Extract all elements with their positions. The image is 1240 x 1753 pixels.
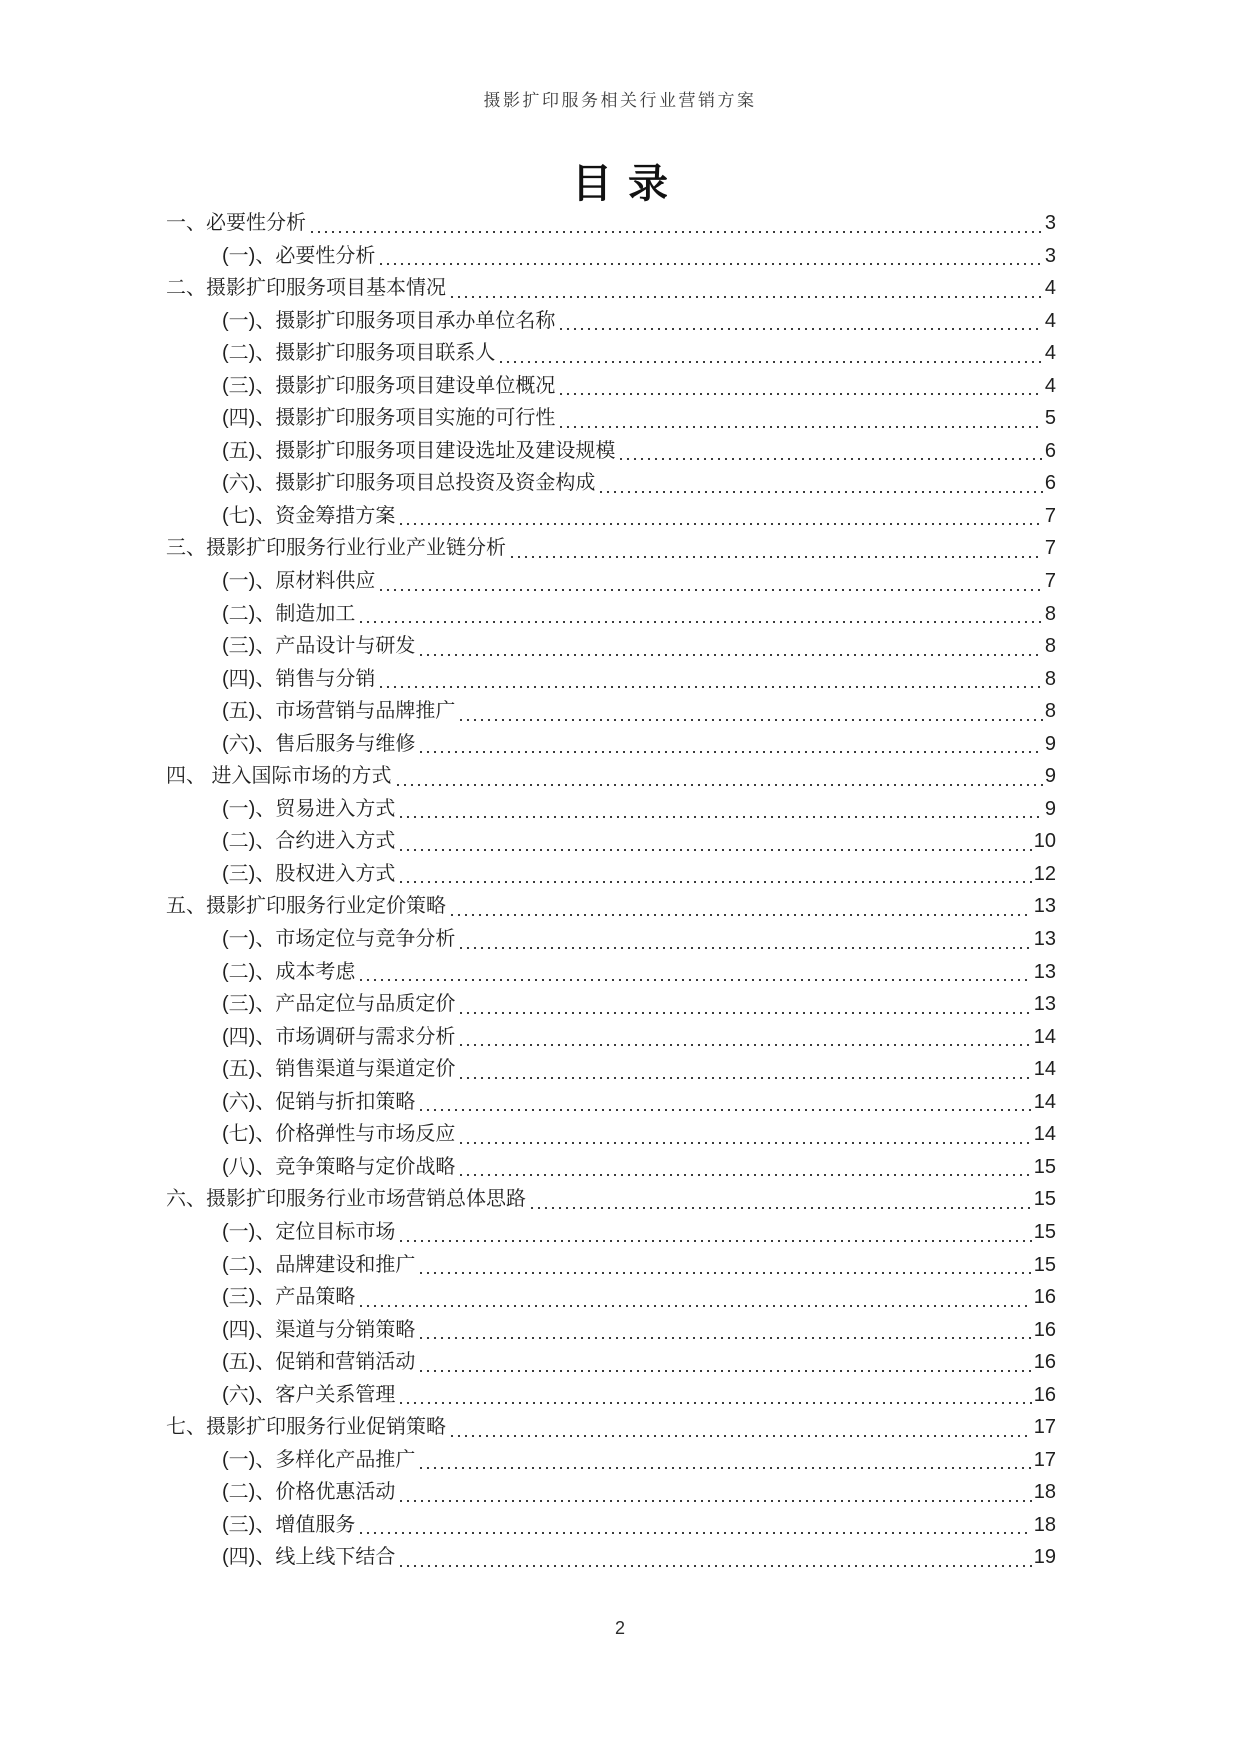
toc-dot-leader bbox=[526, 1183, 1034, 1216]
toc-dot-leader bbox=[555, 370, 1045, 403]
toc-dot-leader bbox=[395, 1476, 1033, 1509]
toc-entry[interactable] bbox=[166, 793, 1056, 826]
toc-entry-label: (三)、增值服务 bbox=[222, 1513, 356, 1536]
toc-entry-page: 16 bbox=[1033, 1286, 1056, 1309]
toc-entry-label: (五)、促销和营销活动 bbox=[222, 1351, 416, 1374]
toc-dot-leader bbox=[455, 1053, 1033, 1086]
toc-entry-label: (一)、定位目标市场 bbox=[222, 1220, 396, 1243]
toc-entry-label: (一)、贸易进入方式 bbox=[222, 797, 396, 820]
toc-entry-label: 五、摄影扩印服务行业定价策略 bbox=[166, 895, 446, 918]
toc-entry[interactable] bbox=[166, 923, 1056, 956]
toc-entry-label: (八)、竞争策略与定价战略 bbox=[222, 1155, 456, 1178]
toc-entry-page: 14 bbox=[1033, 1090, 1056, 1113]
toc-entry[interactable] bbox=[166, 1249, 1056, 1282]
toc-entry-page: 12 bbox=[1033, 862, 1056, 885]
toc-dot-leader bbox=[555, 402, 1045, 435]
toc-entry[interactable] bbox=[166, 1411, 1056, 1444]
toc-entry-label: (四)、摄影扩印服务项目实施的可行性 bbox=[222, 407, 556, 430]
toc-dot-leader bbox=[446, 272, 1045, 305]
toc-dot-leader bbox=[415, 1346, 1033, 1379]
toc-entry-label: (三)、产品设计与研发 bbox=[222, 635, 416, 658]
toc-dot-leader bbox=[395, 1216, 1033, 1249]
toc-entry-label: 一、必要性分析 bbox=[166, 212, 306, 234]
toc-entry-label: (六)、客户关系管理 bbox=[222, 1383, 396, 1406]
toc-entry[interactable] bbox=[166, 1379, 1056, 1412]
toc-dot-leader bbox=[455, 1021, 1033, 1054]
toc-entry-page: 19 bbox=[1033, 1546, 1056, 1569]
toc-entry-page: 10 bbox=[1033, 830, 1056, 853]
toc-dot-leader bbox=[355, 1509, 1033, 1542]
toc-dot-leader bbox=[395, 793, 1045, 826]
toc-dot-leader bbox=[395, 825, 1033, 858]
toc-entry[interactable] bbox=[166, 207, 1056, 240]
toc-dot-leader bbox=[375, 240, 1045, 273]
toc-entry[interactable] bbox=[166, 305, 1056, 338]
toc-entry-label: (二)、摄影扩印服务项目联系人 bbox=[222, 342, 496, 365]
toc-entry-label: (五)、摄影扩印服务项目建设选址及建设规模 bbox=[222, 439, 616, 462]
toc-entry-label: (四)、线上线下结合 bbox=[222, 1546, 396, 1569]
toc-entry-page: 6 bbox=[1044, 439, 1056, 462]
toc-entry-label: 六、摄影扩印服务行业市场营销总体思路 bbox=[166, 1188, 526, 1211]
toc-entry[interactable] bbox=[166, 598, 1056, 631]
toc-entry-label: (七)、资金筹措方案 bbox=[222, 504, 396, 527]
document-header bbox=[0, 86, 1240, 111]
page-footer bbox=[0, 1618, 1240, 1639]
toc-entry-page: 15 bbox=[1033, 1253, 1056, 1276]
toc-entry-page: 8 bbox=[1044, 700, 1056, 723]
toc-entry-page: 15 bbox=[1033, 1188, 1056, 1211]
toc-entry[interactable] bbox=[166, 1053, 1056, 1086]
toc-entry-label: (五)、销售渠道与渠道定价 bbox=[222, 1058, 456, 1081]
toc-entry[interactable] bbox=[166, 240, 1056, 273]
toc-entry[interactable] bbox=[166, 956, 1056, 989]
toc-list bbox=[166, 207, 1056, 1574]
toc-entry-page: 8 bbox=[1044, 635, 1056, 658]
toc-entry-label: (一)、多样化产品推广 bbox=[222, 1448, 416, 1471]
toc-entry-label: (六)、促销与折扣策略 bbox=[222, 1090, 416, 1113]
toc-dot-leader bbox=[555, 305, 1045, 338]
toc-entry-label: (三)、股权进入方式 bbox=[222, 862, 396, 885]
toc-entry-page: 13 bbox=[1033, 895, 1056, 918]
toc-entry[interactable] bbox=[166, 272, 1056, 305]
toc-entry-label: (六)、售后服务与维修 bbox=[222, 732, 416, 755]
toc-dot-leader bbox=[395, 500, 1045, 533]
toc-dot-leader bbox=[455, 1151, 1033, 1184]
toc-dot-leader bbox=[446, 890, 1034, 923]
toc-entry-page: 9 bbox=[1044, 797, 1056, 820]
toc-entry-page: 5 bbox=[1044, 407, 1056, 430]
toc-entry[interactable] bbox=[166, 370, 1056, 403]
toc-entry-label: (二)、成本考虑 bbox=[222, 960, 356, 983]
toc-dot-leader bbox=[506, 532, 1045, 565]
toc-dot-leader bbox=[415, 1444, 1033, 1477]
toc-entry[interactable] bbox=[166, 663, 1056, 696]
toc-entry[interactable] bbox=[166, 695, 1056, 728]
toc-entry-page: 8 bbox=[1044, 602, 1056, 625]
toc-entry[interactable] bbox=[166, 565, 1056, 598]
toc-dot-leader bbox=[446, 1411, 1034, 1444]
toc-entry-page: 9 bbox=[1044, 732, 1056, 755]
toc-entry-label: (二)、制造加工 bbox=[222, 602, 356, 625]
toc-dot-leader bbox=[415, 630, 1045, 663]
toc-entry-label: (六)、摄影扩印服务项目总投资及资金构成 bbox=[222, 472, 596, 495]
toc-dot-leader bbox=[395, 1379, 1033, 1412]
toc-entry-page: 18 bbox=[1033, 1481, 1056, 1504]
toc-entry-label: (四)、渠道与分销策略 bbox=[222, 1318, 416, 1341]
page-number: 2 bbox=[614, 1618, 625, 1638]
toc-entry[interactable] bbox=[166, 728, 1056, 761]
toc-entry[interactable] bbox=[166, 825, 1056, 858]
toc-dot-leader bbox=[615, 435, 1045, 468]
toc-dot-leader bbox=[595, 467, 1045, 500]
toc-entry-label: (二)、价格优惠活动 bbox=[222, 1481, 396, 1504]
toc-entry[interactable] bbox=[166, 760, 1056, 793]
toc-entry[interactable] bbox=[166, 467, 1056, 500]
toc-entry-page: 7 bbox=[1044, 537, 1056, 560]
toc-entry[interactable] bbox=[166, 1151, 1056, 1184]
toc-entry-label: (四)、销售与分销 bbox=[222, 667, 376, 690]
toc-entry-label: (一)、摄影扩印服务项目承办单位名称 bbox=[222, 309, 556, 332]
toc-entry[interactable] bbox=[166, 500, 1056, 533]
toc-entry-page: 8 bbox=[1044, 667, 1056, 690]
toc-entry[interactable] bbox=[166, 858, 1056, 891]
toc-entry-label: (七)、价格弹性与市场反应 bbox=[222, 1123, 456, 1146]
toc-entry[interactable] bbox=[166, 337, 1056, 370]
toc-dot-leader bbox=[455, 1118, 1033, 1151]
toc-entry-label: 四、 进入国际市场的方式 bbox=[166, 765, 392, 788]
toc-entry-label: (三)、摄影扩印服务项目建设单位概况 bbox=[222, 374, 556, 397]
toc-entry-page: 4 bbox=[1044, 309, 1056, 332]
toc-entry-page: 14 bbox=[1033, 1025, 1056, 1048]
toc-entry-page: 15 bbox=[1033, 1155, 1056, 1178]
toc-entry-label: (二)、品牌建设和推广 bbox=[222, 1253, 416, 1276]
toc-dot-leader bbox=[455, 923, 1033, 956]
toc-entry-page: 16 bbox=[1033, 1383, 1056, 1406]
toc-dot-leader bbox=[455, 695, 1045, 728]
toc-entry[interactable] bbox=[166, 402, 1056, 435]
toc-entry-page: 14 bbox=[1033, 1123, 1056, 1146]
toc-dot-leader bbox=[415, 1249, 1033, 1282]
toc-entry-page: 15 bbox=[1033, 1220, 1056, 1243]
toc-entry[interactable] bbox=[166, 1541, 1056, 1574]
toc-dot-leader bbox=[415, 1314, 1033, 1347]
toc-dot-leader bbox=[395, 1541, 1033, 1574]
toc-entry-label: (四)、市场调研与需求分析 bbox=[222, 1025, 456, 1048]
toc-dot-leader bbox=[392, 760, 1045, 793]
toc-dot-leader bbox=[495, 337, 1045, 370]
toc-entry-label: (五)、市场营销与品牌推广 bbox=[222, 700, 456, 723]
toc-entry-page: 7 bbox=[1044, 570, 1056, 593]
toc-entry[interactable] bbox=[166, 1021, 1056, 1054]
toc-entry[interactable] bbox=[166, 1086, 1056, 1119]
toc-dot-leader bbox=[455, 988, 1033, 1021]
toc-entry-label: (一)、必要性分析 bbox=[222, 244, 376, 267]
toc-entry-page: 6 bbox=[1044, 472, 1056, 495]
toc-entry-label: 七、摄影扩印服务行业促销策略 bbox=[166, 1416, 446, 1439]
toc-dot-leader bbox=[375, 565, 1045, 598]
toc-entry[interactable] bbox=[166, 1444, 1056, 1477]
toc-entry-page: 18 bbox=[1033, 1513, 1056, 1536]
toc-entry[interactable] bbox=[166, 890, 1056, 923]
toc-dot-leader bbox=[415, 728, 1045, 761]
toc-entry-page: 16 bbox=[1033, 1318, 1056, 1341]
toc-entry[interactable] bbox=[166, 1281, 1056, 1314]
toc-entry-page: 17 bbox=[1033, 1416, 1056, 1439]
toc-entry-label: 三、摄影扩印服务行业行业产业链分析 bbox=[166, 537, 506, 560]
toc-entry-page: 13 bbox=[1033, 960, 1056, 983]
toc-entry-label: (三)、产品定位与品质定价 bbox=[222, 993, 456, 1016]
toc-entry-page: 3 bbox=[1044, 244, 1056, 267]
toc-entry[interactable] bbox=[166, 1216, 1056, 1249]
toc-dot-leader bbox=[355, 956, 1033, 989]
toc-entry[interactable] bbox=[166, 435, 1056, 468]
toc-entry-page: 3 bbox=[1044, 212, 1056, 234]
toc-entry-label: 二、摄影扩印服务项目基本情况 bbox=[166, 277, 446, 300]
toc-entry-page: 13 bbox=[1033, 928, 1056, 951]
toc-dot-leader bbox=[355, 598, 1045, 631]
toc-dot-leader bbox=[415, 1086, 1033, 1119]
toc-entry-label: (一)、市场定位与竞争分析 bbox=[222, 928, 456, 951]
toc-entry[interactable] bbox=[166, 1346, 1056, 1379]
toc-entry-page: 4 bbox=[1044, 277, 1056, 300]
toc-entry[interactable] bbox=[166, 1314, 1056, 1347]
toc-dot-leader bbox=[355, 1281, 1033, 1314]
toc-entry-page: 17 bbox=[1033, 1448, 1056, 1471]
toc-entry[interactable] bbox=[166, 1509, 1056, 1542]
toc-entry[interactable] bbox=[166, 1118, 1056, 1151]
toc-entry-label: (一)、原材料供应 bbox=[222, 570, 376, 593]
toc-entry-page: 14 bbox=[1033, 1058, 1056, 1081]
toc-dot-leader bbox=[306, 207, 1045, 240]
toc-entry-page: 4 bbox=[1044, 374, 1056, 397]
toc-page-title: 目录 bbox=[572, 161, 684, 206]
toc-entry-page: 16 bbox=[1033, 1351, 1056, 1374]
toc-entry[interactable] bbox=[166, 1183, 1056, 1216]
toc-entry[interactable] bbox=[166, 630, 1056, 663]
toc-entry-label: (二)、合约进入方式 bbox=[222, 830, 396, 853]
toc-entry[interactable] bbox=[166, 1476, 1056, 1509]
toc-entry-page: 7 bbox=[1044, 504, 1056, 527]
toc-dot-leader bbox=[395, 858, 1033, 891]
toc-entry[interactable] bbox=[166, 988, 1056, 1021]
toc-dot-leader bbox=[375, 663, 1045, 696]
toc-entry[interactable] bbox=[166, 532, 1056, 565]
toc-entry-label: (三)、产品策略 bbox=[222, 1286, 356, 1309]
toc-entry-page: 13 bbox=[1033, 993, 1056, 1016]
toc-entry-page: 9 bbox=[1044, 765, 1056, 788]
document-header-text: 摄影扩印服务相关行业营销方案 bbox=[483, 91, 757, 110]
toc-entry-page: 4 bbox=[1044, 342, 1056, 365]
